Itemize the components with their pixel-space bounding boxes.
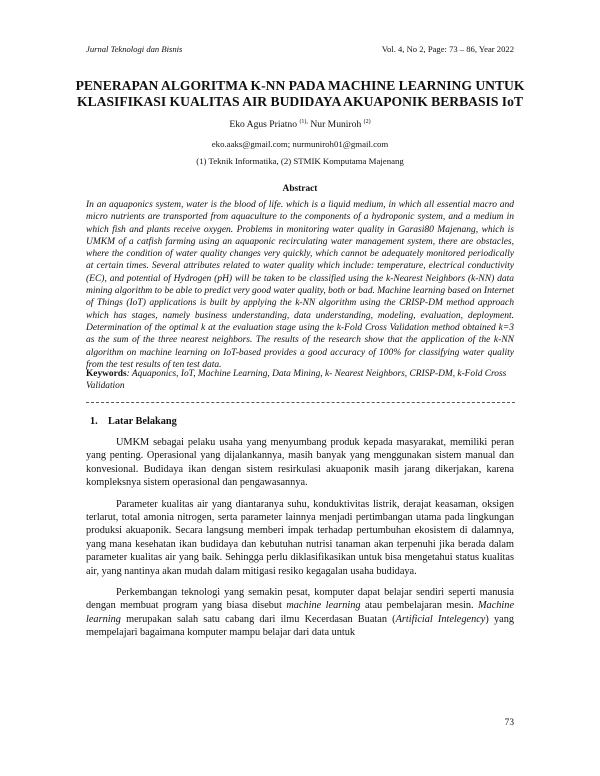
paragraph-3-text-d: ) yang mempelajari bagaimana komputer mampu belajar dari data untuk — [86, 613, 514, 639]
section-number: 1. — [90, 416, 98, 427]
term-machine-learning: machine learning — [286, 600, 361, 612]
page-number: 73 — [504, 718, 514, 728]
section-heading — [86, 416, 177, 427]
section-body — [86, 436, 514, 648]
title-line-2: KLASIFIKASI KUALITAS AIR BUDIDAYA AKUAPONIK BERBASIS IoT — [77, 94, 523, 109]
section-title: Latar Belakang — [108, 416, 177, 427]
paragraph-3-text-c: merupakan salah satu cabang dari ilmu Kecerdasan Buatan ( — [120, 613, 396, 625]
author-2: Nur Muniroh — [310, 119, 362, 131]
author-emails: eko.aaks@gmail.com; nurmuniroh01@gmail.com — [211, 139, 389, 149]
author-2-affil: (2) — [363, 119, 371, 125]
keywords-label: Keywords — [86, 369, 127, 379]
paragraph-1: UMKM sebagai pelaku usaha yang menyumbang produk kepada masyarakat, memiliki peran yang penting. Operasional yang dijalankannya, masih banyak yang menggunakan sistem manual dan konvesional. Budidaya ikan dengan sistem resirkulasi akuaponik masih jarang dikerjakan, karena kompleksnya sistem operasional dan pengawasannya. — [86, 437, 514, 489]
paper-title — [60, 78, 540, 110]
paragraph-3-text-b: atau pembelajaran mesin. — [360, 600, 478, 612]
author-1: Eko Agus Priatno — [229, 119, 298, 131]
paragraph-3 — [86, 586, 514, 640]
author-list — [60, 119, 540, 130]
title-line-1: PENERAPAN ALGORITMA K-NN PADA MACHINE LEARNING UNTUK — [75, 78, 525, 93]
term-machine-learning-2: Machine learning — [86, 600, 515, 625]
paragraph-2: Parameter kualitas air yang diantaranya suhu, konduktivitas listrik, derajat keasaman, oksigen terlarut, total amonia nitrogen, serta parameter lainnya menjadi pertimbangan utama pada lingkungan produksi akuaponik. Secara langsung memberi impak terhadap pertumbuhan ekosistem di dalamnya, yang mana kesehatan ikan budidaya dan kebutuhan nutrisi tanaman akan terpenuhi jika berada dalam parameter kualitas air yang baik. Sehingga perlu diklasifikasikan untuk bisa mengetahui status kualitas air, yang nantinya akan mudah dalam mitigasi resiko kegagalan usaha budidaya. — [86, 498, 514, 577]
volume-info: Vol. 4, No 2, Page: 73 – 86, Year 2022 — [381, 44, 514, 54]
section-divider — [86, 402, 515, 403]
running-header — [86, 44, 514, 58]
abstract-text: In an aquaponics system, water is the blood of life. which is a liquid medium, in which all essential macro and micro nutrients are transported from aquaculture to the components of a hydroponic system, and a medium in which fish and plants receive oxygen. Problems in monitoring water quality in Garasi80 Majenang, which is UMKM of a catfish farming using an aquaponic recirculating water management system, there are obstacles, where the condition of water quality changes very quickly, which cannot be adequately monitored periodically at certain times. Several attributes related to water quality which include: temperature, electrical conductivity (EC), and potential of Hydrogen (pH) will be taken to be classified using the k-Nearest Neighbors (k-NN) data mining algorithm to be able to predict very good water quality, both or bad. Machine learning based on Internet of Things (IoT) applications is built by applying the k-NN algorithm using the CRISP-DM method approach which has stages, namely business understanding, data understanding, modeling, evaluation, deployment. Determination of the optimal k at the evaluation stage using the k-Fold Cross Validation method obtained k=3 as the sum of the three nearest neighbors. The results of the research show that the application of the k-NN algorithm on machine learning on IoT-based provides a good accuracy of 100% for classifying water quality from the test results of ten test data. — [86, 200, 514, 370]
affiliation: (1) Teknik Informatika, (2) STMIK Komputama Majenang — [196, 156, 404, 166]
keywords — [86, 368, 514, 393]
journal-name: Jurnal Teknologi dan Bisnis — [86, 44, 183, 54]
abstract-heading: Abstract — [282, 184, 318, 194]
term-artificial-intelegency: Artificial Intelegency — [395, 613, 486, 625]
author-1-affil: (1), — [299, 119, 308, 125]
keywords-text: : Aquaponics, IoT, Machine Learning, Data Mining, k- Nearest Neighbors, CRISP-DM, k-Fold Cross Validation — [86, 369, 507, 392]
paragraph-3-text-a: Perkembangan teknologi yang semakin pesat, komputer dapat belajar sendiri seperti manusia dengan membuat program yang biasa disebut — [86, 587, 514, 612]
